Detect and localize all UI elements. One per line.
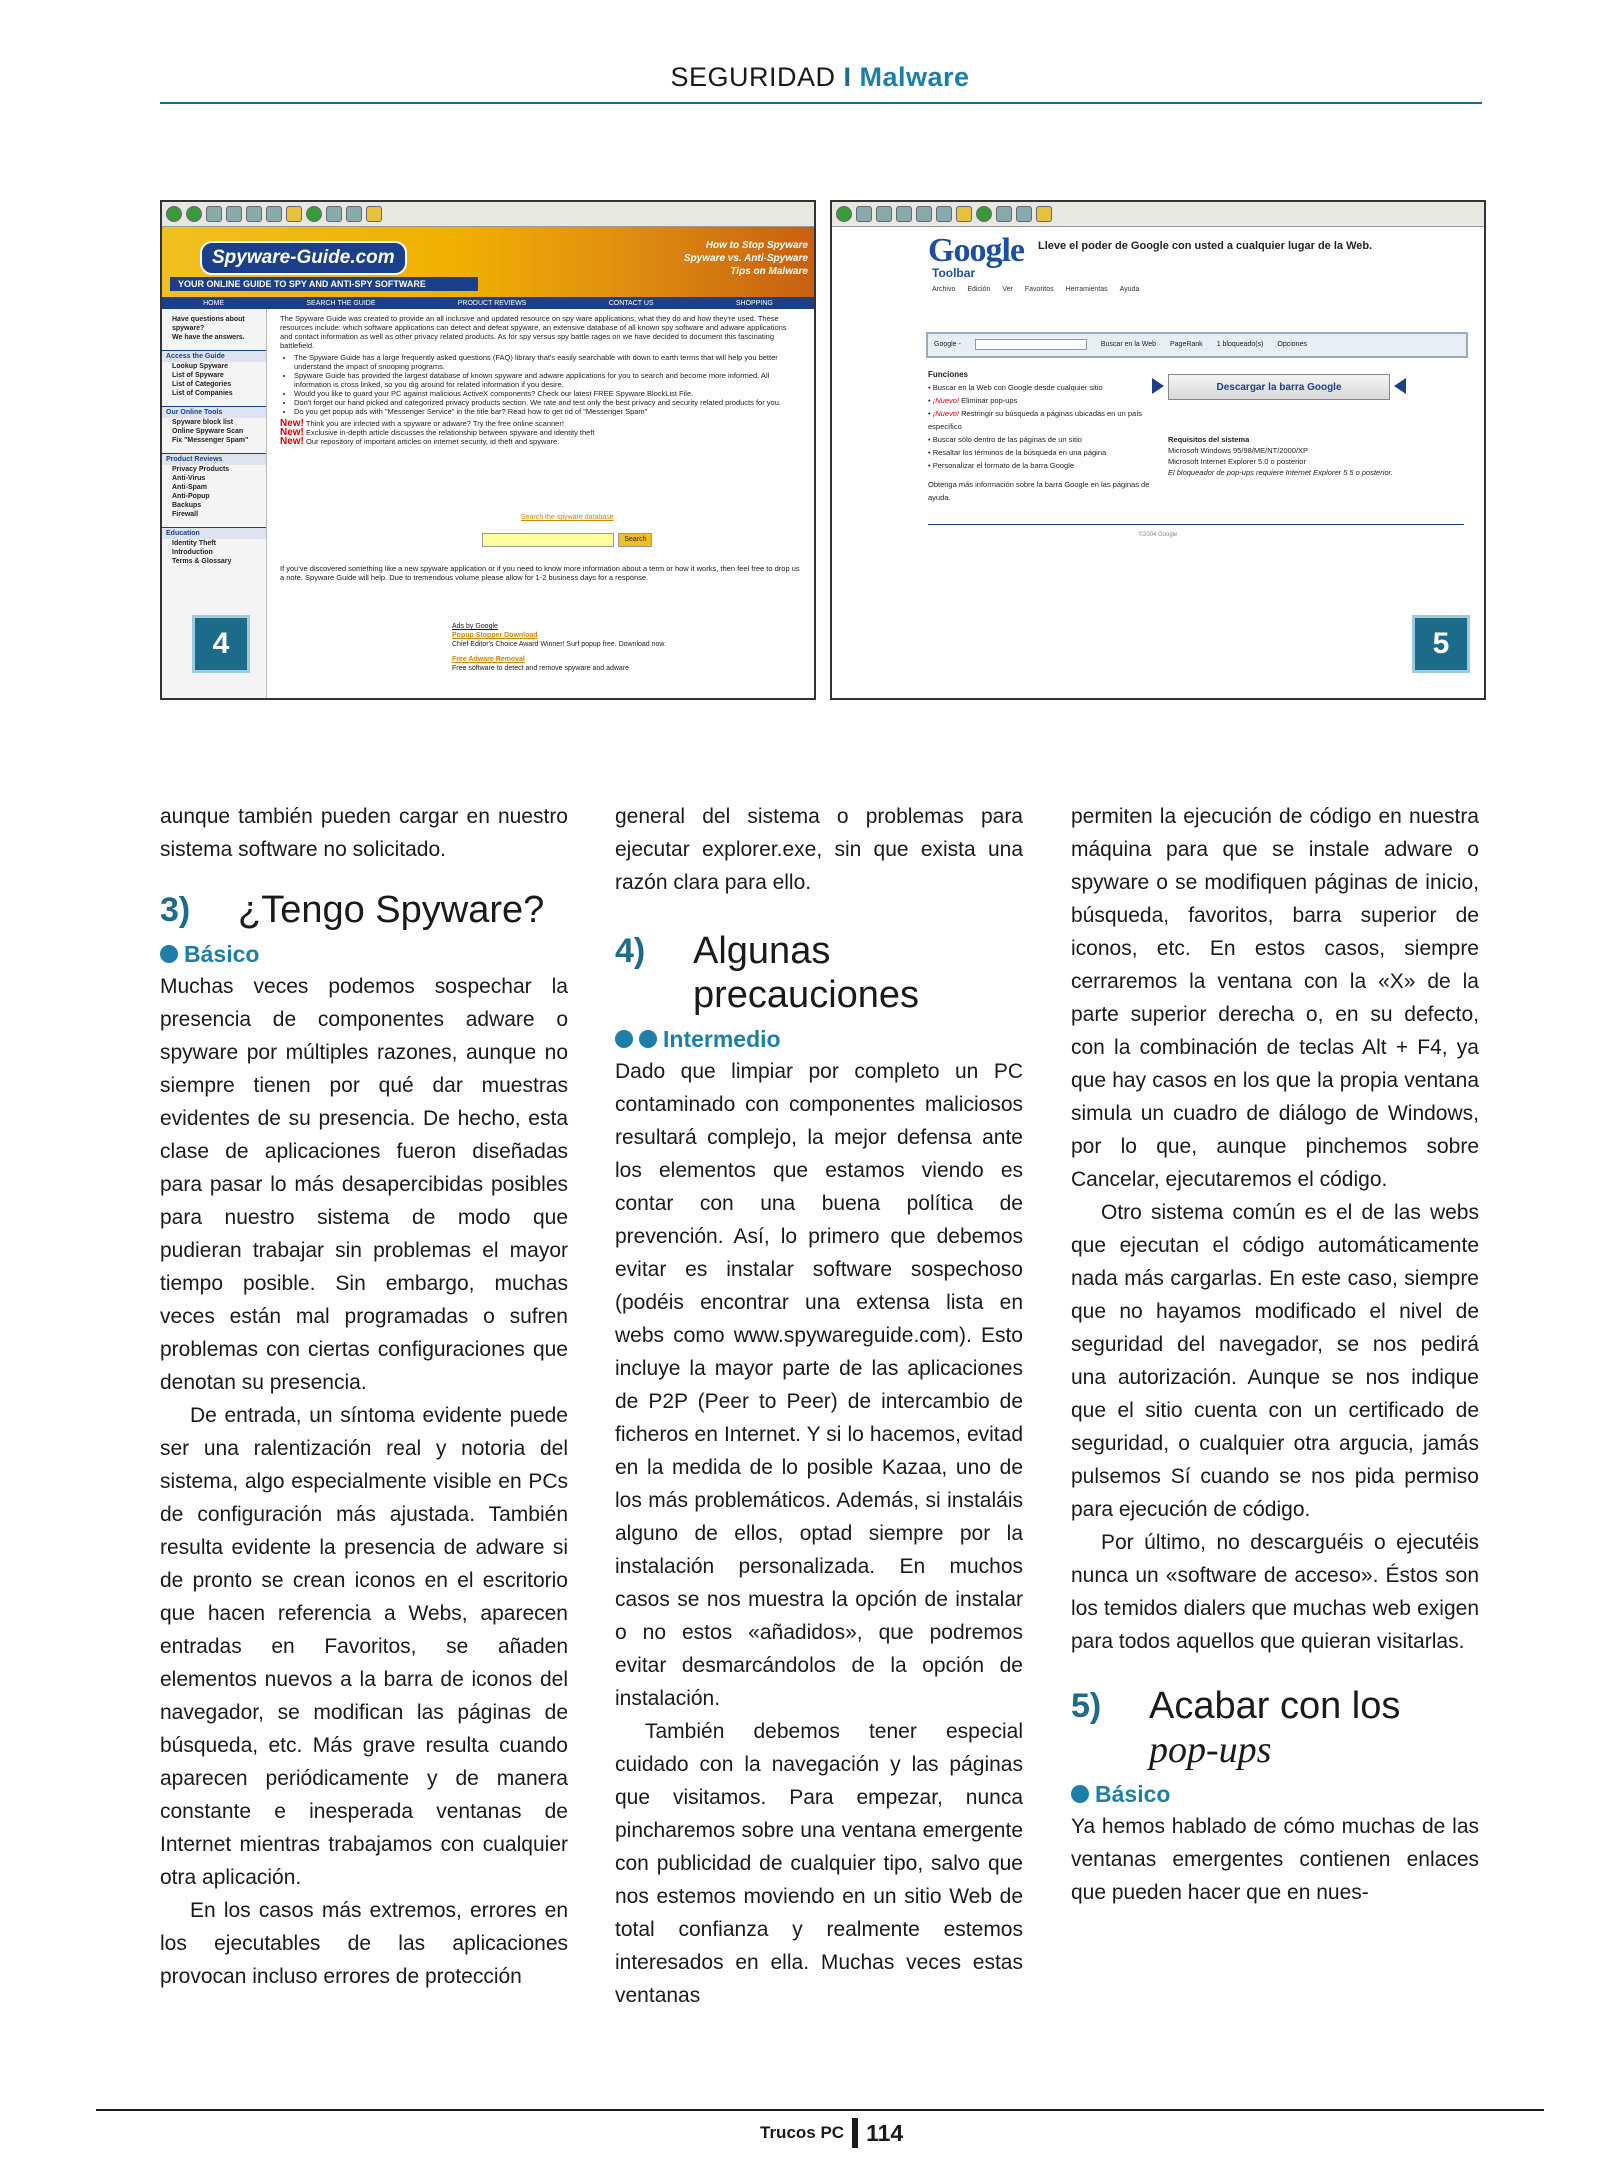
ad-text: Free software to detect and remove spyware and adware: [452, 665, 630, 672]
header-topic: Malware: [859, 62, 970, 92]
list-item: • Spyware Guide has provided the largest database of known spyware and adware applications for you to search and become more informed. All information is cross linked, so you dig around for related information if you desire.: [294, 371, 800, 389]
google-rule: [928, 524, 1464, 525]
news-text: Exclusive in-depth article discusses the relationship between spyware and identity theft: [306, 428, 595, 437]
history-icon: [976, 206, 992, 222]
site-footer-note: If you've discovered something like a new spyware application or if you need to know more information about a term or how it works, then feel free to drop us a note. Spyware Guide will help. Due to tremendous volume please allow for 1-2 business days for a response.: [280, 564, 800, 582]
google-ads: [452, 622, 692, 673]
section-title-line: Acabar con los: [1149, 1685, 1401, 1727]
paragraph: aunque también pueden cargar en nuestro sistema software no solicitado.: [160, 805, 568, 861]
back-icon: [166, 206, 182, 222]
toolbar-search-box: [975, 339, 1087, 350]
paragraph: Por último, no descarguéis o ejecutéis nunca un «software de acceso». Éstos son los temidos dialers que muchas web exigen para todos aquellos que quieran visitarlas.: [1071, 1531, 1479, 1653]
download-toolbar-button: Descargar la barra Google: [1168, 374, 1390, 400]
promo-link: How to Stop Spyware: [705, 240, 808, 251]
site-nav: [162, 297, 814, 309]
site-logo: Spyware-Guide.com: [200, 241, 407, 275]
back-icon: [836, 206, 852, 222]
toolbar-item: Opciones: [1277, 341, 1307, 348]
figure-number: 4: [192, 615, 250, 673]
menu-item: Ayuda: [1119, 286, 1140, 293]
menu-item: Favoritos: [1024, 286, 1054, 293]
list-item: • ¡Nuevo! Eliminar pop-ups: [928, 396, 1018, 405]
requirements-title: Requisitos del sistema: [1168, 435, 1250, 444]
running-header: [160, 62, 1480, 93]
menu-item: Herramientas: [1065, 286, 1108, 293]
new-badge: ¡Nuevo!: [932, 396, 959, 405]
new-badge: New!: [280, 436, 304, 447]
arrow-left-icon: [1394, 378, 1406, 394]
section-title: ¿Tengo Spyware?: [238, 889, 545, 931]
requirement: El bloqueador de pop-ups requiere Internet Explorer 5.5 o posterior.: [1168, 468, 1393, 477]
home-icon: [916, 206, 932, 222]
paragraph: permiten la ejecución de código en nuestra máquina para que se instale adware o spyware o se modifiquen páginas de inicio, búsqueda, favoritos, barra superior de iconos, etc. En estos casos, siempre cerraremos la ventana con la «X» de la parte superior derecha o, en su defecto, con la combinación de teclas Alt + F4, ya que hay casos en los que la propia ventana simula un cuadro de diálogo de Windows, por lo que, aunque pinchemos sobre Cancelar, ejecutaremos el código.: [1071, 805, 1479, 1191]
section-4-heading: [615, 929, 1023, 1017]
news-item: [280, 428, 800, 437]
footer-rule: [96, 2109, 1544, 2111]
sidebar-link: List of Companies: [172, 390, 233, 397]
sidebar-link: Online Spyware Scan: [172, 428, 244, 435]
sidebar-heading: Access the Guide: [162, 350, 266, 362]
level-label: Intermedio: [663, 1026, 781, 1052]
header-separator: I: [843, 62, 852, 92]
google-logo-text: Google: [928, 232, 1024, 269]
paragraph: Dado que limpiar por completo un PC contaminado con componentes maliciosos resultará complejo, la mejor defensa ante los elementos que estamos viendo es contar con una buena política de prevención. Así, lo primero que debemos evitar es instalar software sospechoso (podéis encontrar una extensa lista en webs como www.spywareguide.com). Esto incluye la mayor parte de las aplicaciones de P2P (Peer to Peer) de intercambio de ficheros en Internet. Y si lo hacemos, evitad en la medida de lo posible Kazaa, uno de los más problemáticos. Además, si instaláis alguno de ellos, optad siempre por la instalación personalizada. En muchos casos se nos muestra la opción de instalar o no estos «añadidos», que podremos evitar desmarcándolos de la opción de instalación.: [615, 1060, 1023, 1710]
menu-item: Archivo: [932, 286, 956, 293]
header-section: SEGURIDAD: [670, 62, 836, 92]
site-bullets: [294, 353, 800, 416]
sidebar-link: Fix "Messenger Spam": [172, 437, 249, 444]
page-number: 114: [866, 2119, 904, 2146]
list-item: • Personalizar el formato de la barra Google: [928, 461, 1075, 470]
list-item: • Resaltar los términos de la búsqueda en una página: [928, 448, 1107, 457]
paragraph: general del sistema o problemas para ejecutar explorer.exe, sin que exista una razón clara para ello.: [615, 805, 1023, 894]
requirement: Microsoft Windows 95/98/ME/NT/2000/XP: [1168, 446, 1309, 455]
site-content: [280, 314, 800, 446]
section-number: 5): [1071, 1687, 1102, 1725]
text-column-1: [160, 800, 568, 1993]
figure-5-screenshot: [830, 200, 1486, 700]
google-toolbar-preview: [926, 332, 1468, 358]
toolbar-item: Buscar en la Web: [1100, 341, 1156, 348]
difficulty-level: [160, 938, 568, 970]
print-icon: [346, 206, 362, 222]
sidebar-link: Spyware block list: [172, 419, 234, 426]
search-input: [482, 533, 614, 547]
site-tagline: YOUR ONLINE GUIDE TO SPY AND ANTI-SPY SOFTWARE: [170, 277, 478, 291]
sidebar-heading: Product Reviews: [162, 453, 266, 465]
feature-text: Personalizar el formato de la barra Google: [932, 461, 1075, 470]
feature-text: Eliminar pop-ups: [961, 396, 1018, 405]
sidebar-link: Anti-Virus: [172, 475, 206, 482]
level-label: Básico: [184, 941, 260, 967]
arrow-right-icon: [1152, 378, 1164, 394]
section-3-heading: [160, 888, 568, 932]
site-banner: [162, 227, 814, 297]
feature-text: Resaltar los términos de la búsqueda en una página: [932, 448, 1107, 457]
section-number: 3): [160, 891, 191, 929]
toolbar-item: Google -: [934, 341, 961, 348]
list-item: • Do you get popup ads with "Messenger Service" in the title bar? Read how to get rid of "Messenger Spam": [294, 407, 800, 416]
search-icon: [266, 206, 282, 222]
sidebar-link: Have questions about spyware?: [172, 316, 245, 332]
text-column-2: [615, 800, 1023, 2012]
section-title-line: precauciones: [693, 974, 920, 1016]
home-icon: [246, 206, 262, 222]
level-dot-icon: [615, 1030, 633, 1048]
sidebar-link: Introduction: [172, 549, 213, 556]
google-logo-sub: Toolbar: [932, 266, 976, 280]
system-requirements: [1168, 434, 1468, 478]
figure-4-screenshot: [160, 200, 816, 700]
sidebar-link: Privacy Products: [172, 466, 230, 473]
page-footer: [760, 2118, 903, 2148]
list-item: • Don't forget our hand picked and categorized privacy products section. We rate and test only the best privacy and security related products for you.: [294, 398, 800, 407]
paragraph: En los casos más extremos, errores en los ejecutables de las aplicaciones provocan incluso errores de protección: [160, 1899, 568, 1988]
section-title-line: pop-ups: [1149, 1729, 1272, 1771]
news-item: [280, 437, 800, 446]
paragraph: Muchas veces podemos sospechar la presencia de componentes adware o spyware por múltiples razones, aunque no siempre tienen por qué dar muestras evidentes de su presencia. De hecho, esta clase de aplicaciones fueron diseñadas para pasar lo más desapercibidas posibles para nuestro sistema de modo que pudieran trabajar sin problemas el mayor tiempo posible. Sin embargo, muchas veces están mal programadas o sufren problemas con ciertas configuraciones que denotan su presencia.: [160, 975, 568, 1394]
list-item: • Buscar en la Web con Google desde cualquier sitio: [928, 383, 1103, 392]
refresh-icon: [226, 206, 242, 222]
search-button: Search: [618, 533, 652, 547]
favorites-icon: [956, 206, 972, 222]
nav-reviews: PRODUCT REVIEWS: [457, 299, 527, 307]
paragraph: También debemos tener especial cuidado con la navegación y las páginas que visitamos. Para empezar, nunca pincharemos sobre una ventana emergente con publicidad de cualquier tipo, salvo que nos estemos moviendo en un sitio Web de total confianza y realmente estemos interesados en ella. Muchas veces estas ventanas: [615, 1720, 1023, 2007]
difficulty-level: [615, 1023, 1023, 1055]
sidebar-link: Lookup Spyware: [172, 363, 229, 370]
new-badge: New!: [280, 427, 304, 438]
ads-label: Ads by Google: [452, 623, 498, 630]
news-item: [280, 419, 800, 428]
ad-title: Free Adware Removal: [452, 656, 525, 663]
figure-number: 5: [1412, 615, 1470, 673]
requirement: Microsoft Internet Explorer 5.0 o posterior: [1168, 457, 1306, 466]
list-item: • Buscar sólo dentro de las páginas de un sitio: [928, 435, 1082, 444]
mail-icon: [996, 206, 1012, 222]
nav-shopping: SHOPPING: [735, 299, 773, 307]
sidebar-link: Anti-Popup: [172, 493, 210, 500]
sidebar-link: List of Spyware: [172, 372, 224, 379]
section-title: [1149, 1684, 1400, 1772]
search-link: Search the spyware database: [520, 514, 614, 521]
stop-icon: [206, 206, 222, 222]
section-title: [693, 929, 919, 1017]
print-icon: [1016, 206, 1032, 222]
sidebar-heading: Our Online Tools: [162, 406, 266, 418]
promo-links: [684, 239, 808, 278]
sidebar-link: We have the answers.: [172, 334, 245, 341]
favorites-icon: [286, 206, 302, 222]
stop-icon: [876, 206, 892, 222]
folder-icon: [366, 206, 382, 222]
nav-contact: CONTACT US: [608, 299, 654, 307]
nav-search: SEARCH THE GUIDE: [306, 299, 376, 307]
list-item: • The Spyware Guide has a large frequently asked questions (FAQ) library that's easily searchable with down to earth terms that will help you better understand the impact of snooping programs.: [294, 353, 800, 371]
level-dot-icon: [639, 1030, 657, 1048]
history-icon: [306, 206, 322, 222]
nav-home: HOME: [203, 299, 225, 307]
news-text: Think you are infected with a spyware or adware? Try the free online scanner!: [305, 419, 564, 428]
folder-icon: [1036, 206, 1052, 222]
menu-item: Ver: [1002, 286, 1013, 293]
sidebar-link: Backups: [172, 502, 202, 509]
google-headline: Lleve el poder de Google con usted a cualquier lugar de la Web.: [1038, 240, 1373, 252]
browser-toolbar: [832, 202, 1484, 227]
section-number: 4): [615, 932, 646, 970]
feature-text: Buscar en la Web con Google desde cualquier sitio: [932, 383, 1103, 392]
paragraph: De entrada, un síntoma evidente puede ser una ralentización real y notoria del sistema, algo especialmente visible en PCs de configuración más ajustada. También resulta evidente la presencia de adware si de pronto se crean iconos en el escritorio que hacen referencia a Webs, aparecen entradas en Favoritos, se añaden elementos nuevos a la barra de iconos del navegador, se modifican las páginas de búsqueda, etc. Más grave resulta cuando aparecen periódicamente y de manera constante e inesperada ventanas de Internet mientras trabajamos con cualquier otra aplicación.: [160, 1404, 568, 1889]
text-column-3: [1071, 800, 1479, 1909]
forward-icon: [856, 206, 872, 222]
site-search: [482, 514, 652, 549]
list-item: • ¡Nuevo! Restringir su búsqueda a páginas ubicadas en un país específico: [928, 409, 1143, 431]
sidebar-link: Firewall: [172, 511, 199, 518]
list-item: • Would you like to guard your PC against malicious ActiveX components? Check our latest FREE Spyware BlockList File.: [294, 389, 800, 398]
level-dot-icon: [1071, 1785, 1089, 1803]
sidebar-link: Terms & Glossary: [172, 558, 232, 565]
google-logo: [928, 232, 1024, 270]
level-label: Básico: [1095, 1781, 1171, 1807]
sidebar-link: Anti-Spam: [172, 484, 207, 491]
browser-toolbar: [162, 202, 814, 227]
section-title-line: Algunas: [693, 930, 831, 972]
toolbar-item: 1 bloqueado(s): [1216, 341, 1264, 348]
sidebar-link: Identity Theft: [172, 540, 216, 547]
promo-link: Spyware vs. Anti-Spyware: [683, 253, 808, 264]
paragraph: Ya hemos hablado de cómo muchas de las ventanas emergentes contienen enlaces que pueden hacer que en nues-: [1071, 1815, 1479, 1904]
toolbar-item: PageRank: [1169, 341, 1203, 348]
search-icon: [936, 206, 952, 222]
ie-menu: [932, 286, 1139, 293]
ad-title: Popup Stopper Download: [452, 632, 538, 639]
news-text: Our repository of important articles on internet security, id theft and spyware.: [306, 437, 560, 446]
header-rule: [160, 102, 1482, 104]
more-info: Obtenga más información sobre la barra Google en las páginas de ayuda.: [928, 480, 1150, 502]
footer-bar: [852, 2118, 858, 2148]
section-5-heading: [1071, 1684, 1479, 1772]
feature-text: Buscar sólo dentro de las páginas de un sitio: [932, 435, 1082, 444]
google-copyright: ©2004 Google: [1138, 532, 1178, 538]
level-dot-icon: [160, 945, 178, 963]
difficulty-level: [1071, 1778, 1479, 1810]
mail-icon: [326, 206, 342, 222]
new-badge: New!: [280, 418, 304, 429]
feature-text: Restringir su búsqueda a páginas ubicadas en un país específico: [928, 409, 1143, 431]
features-title: Funciones: [928, 370, 969, 379]
menu-item: Edición: [967, 286, 991, 293]
ad-text: Chief Editor's Choice Award Winner! Surf popup free. Download now.: [452, 641, 667, 648]
forward-icon: [186, 206, 202, 222]
sidebar-heading: Education: [162, 527, 266, 539]
sidebar-link: List of Categories: [172, 381, 232, 388]
magazine-name: Trucos PC: [760, 2123, 845, 2142]
new-badge: ¡Nuevo!: [932, 409, 959, 418]
paragraph: Otro sistema común es el de las webs que ejecutan el código automáticamente nada más cargarlas. En este caso, siempre que no hayamos modificado el nivel de seguridad del navegador, se nos pedirá una autorización. Aunque se nos indique que el sitio cuenta con un certificado de seguridad, o cualquier otra argucia, jamás pulsemos Sí cuando se nos pida permiso para ejecución de código.: [1071, 1201, 1479, 1521]
promo-link: Tips on Malware: [730, 266, 808, 277]
refresh-icon: [896, 206, 912, 222]
features-list: [928, 368, 1168, 504]
site-intro: The Spyware Guide was created to provide an all inclusive and updated resource on spy ware applications, what they do and how they're used. These resources include: which software applications can detect and defeat spyware, an extensive database of all known spy software and adware applications and contact information as well as other privacy related products. As for spy versus spy battle rages on we have decided to document this fascinating battlefield.: [280, 314, 787, 350]
